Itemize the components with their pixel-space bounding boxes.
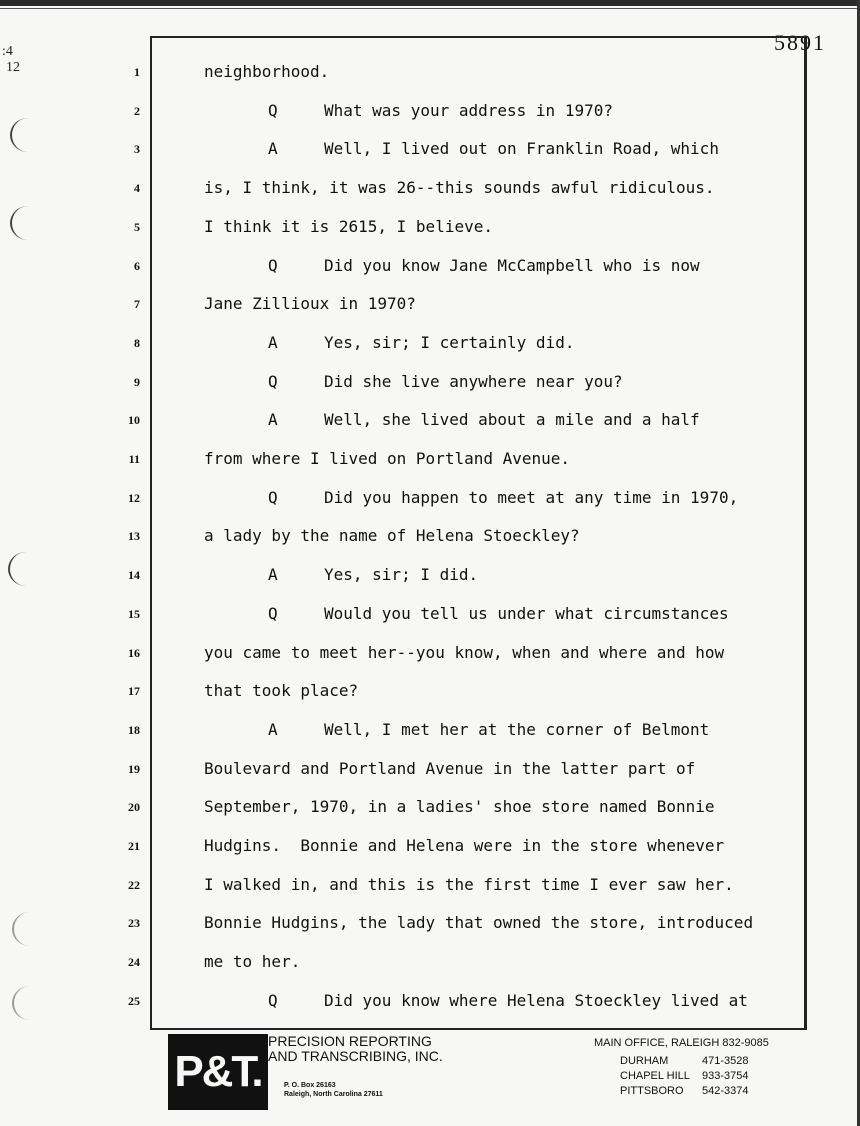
transcript-line	[204, 643, 724, 662]
line-number: 13	[128, 529, 140, 543]
line-content: me to her.	[204, 952, 301, 971]
line-number: 15	[128, 607, 140, 621]
line-content: neighborhood.	[204, 62, 330, 81]
transcript-line	[204, 952, 300, 971]
line-content: Well, I met her at the corner of Belmont	[324, 720, 710, 739]
line-number: 9	[134, 375, 140, 389]
firm-city-state: Raleigh, North Carolina 27611	[284, 1091, 383, 1098]
line-number: 16	[128, 646, 140, 660]
transcript-line	[204, 836, 724, 855]
margin-note-2: 12	[6, 60, 20, 75]
speaker-label: A	[268, 720, 278, 739]
margin-note-1: :4	[2, 44, 13, 59]
speaker-label: Q	[268, 256, 278, 275]
line-content: Would you tell us under what circumstances	[324, 604, 729, 623]
firm-po-box: P. O. Box 26163	[284, 1082, 336, 1089]
line-number: 5	[134, 220, 140, 234]
line-content: I walked in, and this is the first time I ever saw her.	[204, 875, 734, 894]
office-phone: 471-3528	[702, 1055, 749, 1067]
transcript-line	[268, 101, 613, 120]
firm-logo: P&T.	[168, 1034, 268, 1110]
speaker-label: A	[268, 410, 278, 429]
transcript-line	[204, 62, 329, 81]
line-content: September, 1970, in a ladies' shoe store named Bonnie	[204, 797, 715, 816]
transcript-line	[204, 875, 734, 894]
line-number: 11	[128, 452, 140, 466]
office-row	[620, 1055, 749, 1067]
transcript-line	[268, 604, 729, 623]
line-number: 18	[128, 723, 140, 737]
reporter-footer	[0, 1030, 860, 1126]
line-content: Well, she lived about a mile and a half	[324, 410, 700, 429]
line-content: a lady by the name of Helena Stoeckley?	[204, 526, 580, 545]
line-content: Hudgins. Bonnie and Helena were in the store whenever	[204, 836, 725, 855]
line-number: 7	[134, 297, 140, 311]
transcript-line	[204, 178, 715, 197]
line-number: 1	[134, 65, 140, 79]
transcript-line	[268, 565, 478, 584]
transcript-line	[268, 256, 700, 275]
speaker-label: Q	[268, 604, 278, 623]
scan-top-edge	[0, 0, 860, 6]
office-row	[620, 1070, 749, 1082]
speaker-label: Q	[268, 372, 278, 391]
line-number: 4	[134, 181, 140, 195]
office-phone: 542-3374	[702, 1085, 749, 1097]
transcript-line	[268, 720, 709, 739]
transcript-line	[268, 333, 574, 352]
office-phone: 933-3754	[702, 1070, 749, 1082]
office-city: PITTSBORO	[620, 1085, 684, 1097]
transcript-line	[268, 991, 748, 1010]
line-number: 12	[128, 491, 140, 505]
transcript-line	[268, 139, 719, 158]
main-office: MAIN OFFICE, RALEIGH 832-9085	[594, 1037, 769, 1049]
line-content: that took place?	[204, 681, 359, 700]
line-number: 23	[128, 916, 140, 930]
transcript-line	[204, 449, 570, 468]
scan-top-edge-line	[0, 8, 860, 9]
transcript-line	[204, 759, 695, 778]
transcript-line	[204, 526, 580, 545]
line-number: 24	[128, 955, 140, 969]
transcript-line	[204, 913, 753, 932]
line-content: is, I think, it was 26--this sounds awful ridiculous.	[204, 178, 715, 197]
transcript-line	[268, 488, 738, 507]
speaker-label: A	[268, 333, 278, 352]
line-number: 19	[128, 762, 140, 776]
line-content: Jane Zillioux in 1970?	[204, 294, 416, 313]
office-row	[620, 1085, 749, 1097]
line-content: What was your address in 1970?	[324, 101, 613, 120]
line-content: Yes, sir; I did.	[324, 565, 479, 584]
office-city: CHAPEL HILL	[620, 1070, 690, 1082]
office-city: DURHAM	[620, 1055, 669, 1067]
line-content: Did she live anywhere near you?	[324, 372, 623, 391]
speaker-label: A	[268, 565, 278, 584]
line-content: Well, I lived out on Franklin Road, which	[324, 139, 719, 158]
speaker-label: Q	[268, 991, 278, 1010]
line-number: 25	[128, 994, 140, 1008]
transcript-line	[204, 681, 358, 700]
line-number: 10	[128, 413, 140, 427]
line-number: 20	[128, 800, 140, 814]
transcript-line	[268, 410, 700, 429]
binder-hole-mark	[10, 206, 46, 240]
speaker-label: Q	[268, 488, 278, 507]
line-content: Did you know where Helena Stoeckley lived at	[324, 991, 748, 1010]
speaker-label: A	[268, 139, 278, 158]
line-content: Boulevard and Portland Avenue in the latter part of	[204, 759, 696, 778]
line-number: 8	[134, 336, 140, 350]
firm-name-line-1: PRECISION REPORTING	[268, 1033, 432, 1049]
line-content: Bonnie Hudgins, the lady that owned the store, introduced	[204, 913, 754, 932]
line-number: 22	[128, 878, 140, 892]
speaker-label: Q	[268, 101, 278, 120]
transcript-line	[204, 797, 715, 816]
line-content: you came to meet her--you know, when and where and how	[204, 643, 725, 662]
line-number: 3	[134, 142, 140, 156]
page-number: 5891	[774, 30, 826, 55]
binder-hole-mark	[10, 118, 46, 152]
line-content: from where I lived on Portland Avenue.	[204, 449, 571, 468]
binder-hole-mark	[12, 912, 48, 946]
binder-hole-mark	[8, 552, 44, 586]
line-content: I think it is 2615, I believe.	[204, 217, 493, 236]
line-content: Yes, sir; I certainly did.	[324, 333, 575, 352]
line-number: 14	[128, 568, 140, 582]
line-content: Did you know Jane McCampbell who is now	[324, 256, 700, 275]
line-number: 17	[128, 684, 140, 698]
firm-name-line-2: AND TRANSCRIBING, INC.	[268, 1048, 443, 1064]
binder-hole-mark	[12, 986, 48, 1020]
line-content: Did you happen to meet at any time in 1970,	[324, 488, 739, 507]
transcript-line	[268, 372, 623, 391]
transcript-line	[204, 294, 416, 313]
line-number: 21	[128, 839, 140, 853]
line-number: 2	[134, 104, 140, 118]
transcript-line	[204, 217, 493, 236]
line-number: 6	[134, 259, 140, 273]
